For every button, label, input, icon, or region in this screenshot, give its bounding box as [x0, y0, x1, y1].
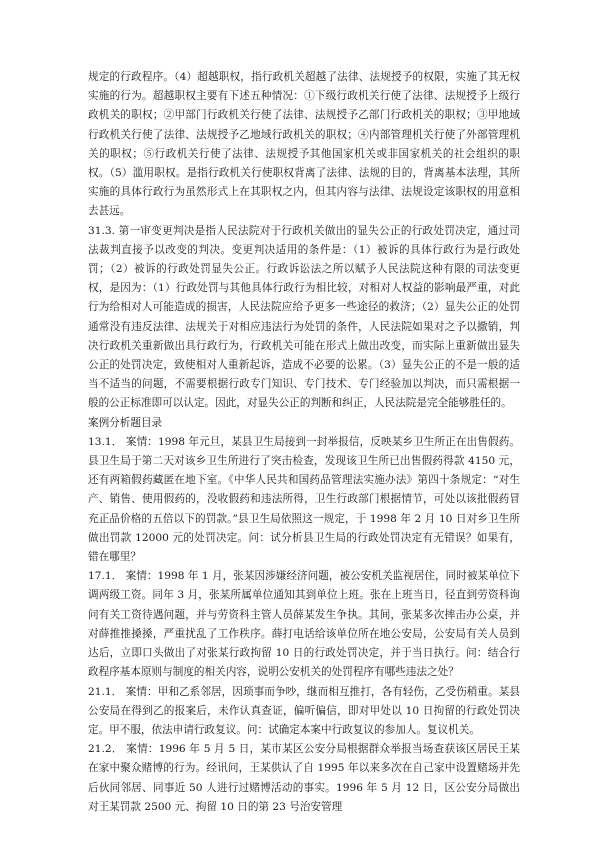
case-17-1: 17.1． 案情：1998 年 1 月，张某因涉嫌经济问题，被公安机关监视居住，同时被某单位下调两级工资。同年 3 月，张某所属单位通知其到单位上班。张在上班当日，径直到劳资科询问有关工资待遇问题，并与劳资科主管人员薛某发生争执。其间，张某多次摔击办公桌，并对薛推推搡搡，严重扰乱了工作秩序。薛打电话给该单位所在地公安局，公安局有关人员到达后，立即口头做出了对张某行政拘留 10 日的行政处罚决定，并于当日执行。问：结合行政程序基本原则与制度的相关内容，说明公安机关的处罚程序有哪些违法之处？	[88, 570, 520, 679]
case-21-2: 21.2． 案情：1996 年 5 月 5 日，某市某区公安分局根据群众举报当场查获该区居民王某在家中聚众赌博的行为。经讯问，王某供认了自 1995 年以来多次在自己家中设置赌场并先后伙同邻居、同事近 50 人进行过赌博活动的事实。1996 年 5 月 12 日，区公安分局做出对王某罚款 2500 元、拘留 10 日的第 23 号治安管理	[88, 743, 520, 813]
document-page	[88, 68, 520, 817]
paragraph-modification-judgment: 31.3. 第一审变更判决是指人民法院对于行政机关做出的显失公正的行政处罚决定，通过司法裁判直接予以改变的判决。变更判决适用的条件是：（1）被诉的具体行政行为是行政处罚；（2）被诉的行政处罚显失公正。行政诉讼法之所以赋予人民法院这种有限的司法变更权，是因为：（1）行政处罚与其他具体行政行为相比较，对相对人权益的影响最严重，对此行为给相对人可能造成的损害，人民法院应给予更多一些途径的救济；（2）显失公正的处罚通常没有违反法律、法规关于对相应违法行为处罚的条件，人民法院如果对之予以撤销，判决行政机关重新做出具行政行为，行政机关可能在形式上做出改变，而实际上重新做出显失公正的处罚决定，致使相对人重新起诉，造成不必要的讼累。（3）显失公正的不是一般的适当不适当的问题，不需要根据行政专门知识、专门技术、专门经验加以判决，而只需根据一般的公正标准即可以认定。因此，对显失公正的判断和纠正，人民法院是完全能够胜任的。	[88, 224, 520, 410]
case-13-1: 13.1． 案情：1998 年元旦，某县卫生局接到一封举报信，反映某乡卫生所正在出售假药。县卫生局于第二天对该乡卫生所进行了突击检查，发现该卫生所已出售假药得款 4150 元，还有两箱假药藏匿在地下室。《中华人民共和国药品管理法实施办法》第四十条规定：“对生产、销售、使用假药的，没收假药和违法所得，卫生行政部门根据情节，可处以该批假药冒充正品价格的五倍以下的罚款。”县卫生局依照这一规定，于 1998 年 2 月 10 日对乡卫生所做出罚款 12000 元的处罚决定。问：试分析县卫生局的行政处罚决定有无错误？如果有，错在哪里？	[88, 435, 520, 564]
paragraph-ultra-vires: 规定的行政程序。（4）超越职权，指行政机关超越了法律、法规授予的权限，实施了其无权实施的行为。超越职权主要有下述五种情况：①下级行政机关行使了法律、法规授予上级行政机关的职权；②甲部门行政机关行使了法律、法规授予乙部门行政机关的职权；③甲地域行政机关行使了法律、法规授予乙地域行政机关的职权；④内部管理机关行使了外部管理机关的职权；⑤行政机关行使了法律、法规授予其他国家机关或非国家机关的社会组织的职权。（5）滥用职权。是指行政机关行使职权背离了法律、法规的目的，背离基本法理，其所实施的具体行政行为虽然形式上在其职权之内，但其内容与法律、法规设定该职权的用意相去甚远。	[88, 71, 520, 218]
case-21-1: 21.1． 案情：甲和乙系邻居，因琐事而争吵，继而相互推打，各有轻伤，乙受伤稍重。某县公安局在得到乙的报案后，未作认真查证，偏听偏信，即对甲处以 10 日拘留的行政处罚决定。甲不服，依法申请行政复议。问：试确定本案中行政复议的参加人。复议机关。	[88, 685, 520, 736]
section-heading: 案例分析题目录	[88, 416, 163, 429]
